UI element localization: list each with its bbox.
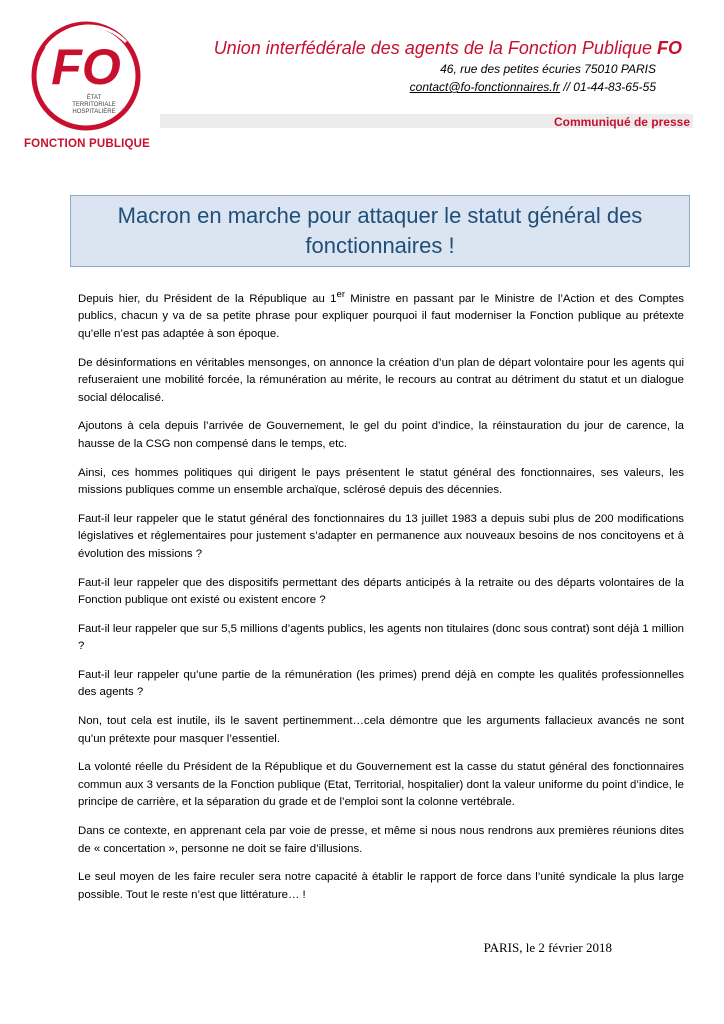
contact-email-link[interactable]: contact@fo-fonctionnaires.fr (409, 80, 560, 94)
paragraph: Faut-il leur rappeler que sur 5,5 millions d’agents publics, les agents non titulaires (donc sous contrat) sont déjà 1 million ? (78, 622, 684, 653)
document-title: Macron en marche pour attaquer le statut général des fonctionnaires ! (117, 203, 643, 258)
signature-date: PARIS, le 2 février 2018 (483, 940, 612, 955)
paragraph: Non, tout cela est inutile, ils le savent pertinemment…cela démontre que les arguments fallacieux avancés ne sont qu’un prétexte pour masquer l’essentiel. (78, 715, 684, 745)
organization-fo: FO (657, 38, 682, 58)
fo-logo-icon (26, 18, 146, 138)
paragraph: Faut-il leur rappeler que des dispositifs permettant des départs anticipés à la retraite ou des départs volontaires de la Fonction publique ont existé ou existent encore ? (78, 576, 684, 607)
paragraph: Dans ce contexte, en apprenant cela par voie de presse, et même si nous nous rendrons aux premières réunions dites de « concertation », personne ne doit se faire d’illusions. (78, 825, 684, 855)
paragraph: Faut-il leur rappeler que le statut général des fonctionnaires du 13 juillet 1983 a depuis subi plus de 200 modifications législatives et réglementaires pour justement s’adapter en permanence aux nouveaux besoins de nos concitoyens et à évolution des missions ? (78, 512, 684, 560)
document-body (78, 286, 684, 915)
paragraph: De désinformations en véritables mensonges, on annonce la création d’un plan de départ volontaire pour les agents qui refuseraient une mobilité forcée, la rémunération au mérite, le recours au contrat au détriment du statut et un dialogue social délocalisé. (78, 356, 684, 404)
logo-letters: FO (51, 39, 121, 95)
organization-title (214, 38, 682, 59)
fo-logo (22, 18, 152, 158)
organization-address: 46, rue des petites écuries 75010 PARIS (440, 62, 656, 76)
paragraph: Ainsi, ces hommes politiques qui dirigent le pays présentent le statut général des fonctionnaires, ses valeurs, les missions publiques comme un ensemble archaïque, sclérosé depuis des décennies. (78, 466, 684, 497)
logo-sub-3: HOSPITALIÈRE (72, 109, 116, 115)
organization-contact (410, 80, 656, 94)
paragraph: Depuis hier, du Président de la République au 1er Ministre en passant par le Ministre de l’Action et des Comptes publics, chacun y va de sa petite phrase pour expliquer pourquoi il faut moderniser la Fonction publique au prétexte qu’elle n’est pas adaptée à son époque. (78, 289, 684, 340)
logo-caption: FONCTION PUBLIQUE (23, 138, 151, 150)
press-release-label: Communiqué de presse (553, 115, 690, 129)
organization-name: Union interfédérale des agents de la Fonction Publique (213, 38, 652, 58)
logo-sub-2: TERRITORIALE (72, 102, 116, 108)
paragraph: Ajoutons à cela depuis l’arrivée de Gouvernement, le gel du point d’indice, la réinstauration du jour de carence, la hausse de la CSG non compensé dans le temps, etc. (78, 420, 684, 450)
contact-phone: // 01-44-83-65-55 (563, 80, 656, 94)
paragraph: La volonté réelle du Président de la République et du Gouvernement est la casse du statut général des fonctionnaires commun aux 3 versants de la Fonction publique (Etat, Territorial, hospitalier) dont la valeur uniforme du point d’indice, le principe de carrière, et la séparation du grade et de l’emploi sont la colonne vertébrale. (78, 761, 684, 809)
paragraph: Le seul moyen de les faire reculer sera notre capacité à établir le rapport de force dans l’unité syndicale la plus large possible. Tout le reste n’est que littérature… ! (78, 871, 684, 901)
logo-sub-1: ÉTAT (86, 95, 102, 101)
paragraph: Faut-il leur rappeler qu’une partie de la rémunération (les primes) prend déjà en compte les qualités professionnelles des agents ? (78, 668, 684, 699)
document-title-box (70, 195, 690, 267)
